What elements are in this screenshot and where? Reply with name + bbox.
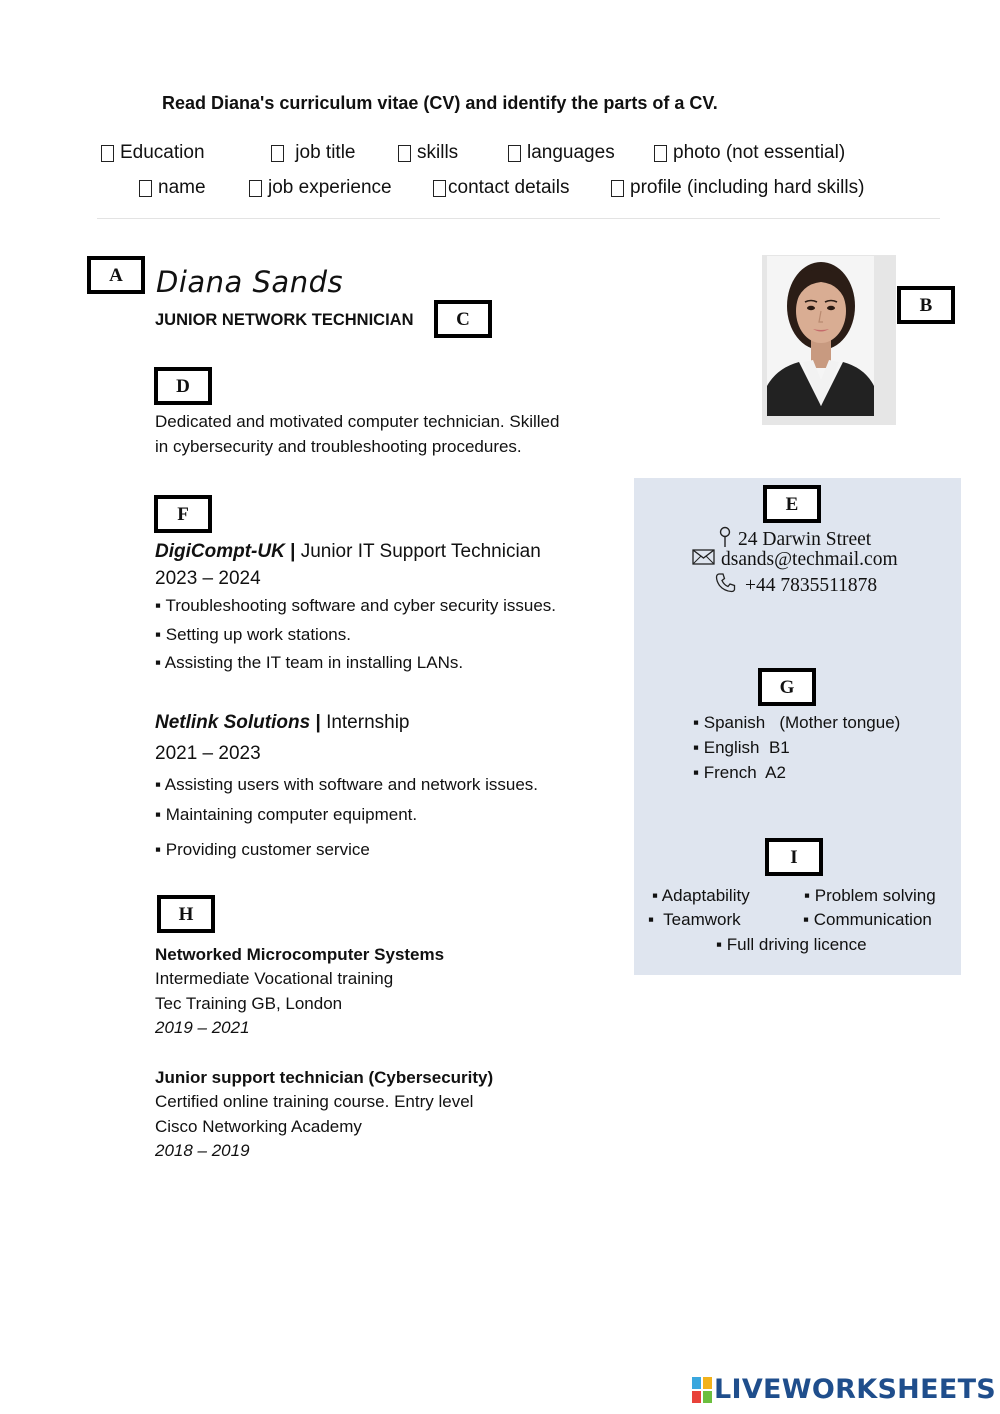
- checkbox[interactable]: [249, 180, 262, 197]
- answer-box-b[interactable]: B: [897, 286, 955, 324]
- checkbox[interactable]: [611, 180, 624, 197]
- answer-box-g[interactable]: G: [758, 668, 816, 706]
- option-label: languages: [527, 142, 615, 163]
- option-photo[interactable]: [654, 142, 845, 164]
- option-languages[interactable]: [508, 142, 615, 164]
- option-skills[interactable]: [398, 142, 458, 164]
- education-institution: Tec Training GB, London: [155, 994, 343, 1013]
- option-label: Education: [120, 142, 205, 163]
- skill-item: ▪ Teamwork: [648, 910, 741, 929]
- phone-icon: [715, 572, 736, 599]
- envelope-icon: [692, 549, 715, 571]
- option-label: profile (including hard skills): [630, 177, 865, 198]
- checkbox[interactable]: [398, 145, 411, 162]
- answer-box-f[interactable]: F: [154, 495, 212, 533]
- profile-photo: [767, 256, 874, 416]
- education-title: Junior support technician (Cybersecurity): [155, 1068, 494, 1087]
- experience-company: Netlink Solutions: [155, 712, 311, 733]
- experience-bullet: ▪ Maintaining computer equipment.: [155, 805, 418, 824]
- answer-box-h[interactable]: H: [157, 895, 215, 933]
- cv-name: Diana Sands: [156, 265, 344, 299]
- answer-box-a[interactable]: A: [87, 256, 145, 294]
- option-job-title[interactable]: [271, 142, 355, 164]
- checkbox[interactable]: [139, 180, 152, 197]
- education-detail: Certified online training course. Entry level: [155, 1092, 474, 1111]
- option-label: skills: [417, 142, 459, 163]
- education-detail: Intermediate Vocational training: [155, 969, 394, 988]
- education-title: Networked Microcomputer Systems: [155, 945, 445, 964]
- experience-bullet: ▪ Setting up work stations.: [155, 625, 351, 644]
- option-name[interactable]: [139, 177, 206, 199]
- option-label: photo (not essential): [673, 142, 846, 163]
- checkbox[interactable]: [271, 145, 284, 162]
- answer-box-c[interactable]: C: [434, 300, 492, 338]
- contact-email-text: dsands@techmail.com: [721, 549, 898, 570]
- language-item: ▪ Spanish (Mother tongue): [693, 713, 901, 732]
- separator: |: [310, 712, 327, 733]
- education-dates: 2018 – 2019: [155, 1141, 250, 1160]
- divider: [97, 218, 940, 219]
- checkbox[interactable]: [433, 180, 446, 197]
- answer-box-e[interactable]: E: [763, 485, 821, 523]
- skill-item: ▪ Problem solving: [804, 886, 936, 905]
- option-education[interactable]: [101, 142, 205, 164]
- answer-box-d[interactable]: D: [154, 367, 212, 405]
- experience-bullet: ▪ Providing customer service: [155, 840, 370, 859]
- contact-phone: [715, 572, 877, 599]
- skill-item: ▪ Adaptability: [652, 886, 750, 905]
- answer-box-i[interactable]: I: [765, 838, 823, 876]
- separator: |: [284, 541, 301, 562]
- language-item: ▪ French A2: [693, 763, 786, 782]
- education-dates: 2019 – 2021: [155, 1018, 250, 1037]
- checkbox[interactable]: [508, 145, 521, 162]
- language-item: ▪ English B1: [693, 738, 790, 757]
- experience-dates: 2023 – 2024: [155, 568, 261, 589]
- option-label: name: [158, 177, 206, 198]
- contact-address-text: 24 Darwin Street: [738, 529, 872, 550]
- option-label: contact details: [448, 177, 570, 198]
- cv-profile-line-2: in cybersecurity and troubleshooting procedures.: [155, 437, 522, 456]
- liveworksheets-logo[interactable]: [692, 1374, 996, 1405]
- checkbox[interactable]: [654, 145, 667, 162]
- cv-profile-line-1: Dedicated and motivated computer technician. Skilled: [155, 412, 560, 431]
- experience-dates: 2021 – 2023: [155, 743, 261, 764]
- experience-role: Internship: [326, 712, 410, 733]
- experience-heading: [155, 541, 541, 563]
- contact-email: [692, 549, 898, 571]
- liveworksheets-logo-mark: [692, 1377, 712, 1403]
- checkbox[interactable]: [101, 145, 114, 162]
- option-job-experience[interactable]: [249, 177, 392, 199]
- education-institution: Cisco Networking Academy: [155, 1117, 362, 1136]
- experience-bullet: ▪ Assisting users with software and network issues.: [155, 775, 539, 794]
- liveworksheets-logo-text: LIVEWORKSHEETS: [714, 1374, 997, 1405]
- experience-role: Junior IT Support Technician: [300, 541, 541, 562]
- experience-bullet: ▪ Assisting the IT team in installing LANs.: [155, 653, 464, 672]
- option-contact-details[interactable]: [433, 177, 569, 199]
- option-label: job experience: [268, 177, 392, 198]
- skill-item: ▪ Communication: [803, 910, 932, 929]
- experience-heading: [155, 712, 410, 734]
- instruction-heading: Read Diana's curriculum vitae (CV) and identify the parts of a CV.: [162, 93, 718, 113]
- cv-job-title: JUNIOR NETWORK TECHNICIAN: [155, 311, 414, 329]
- experience-company: DigiCompt-UK: [155, 541, 285, 562]
- experience-bullet: ▪ Troubleshooting software and cyber security issues.: [155, 596, 557, 615]
- contact-phone-text: +44 7835511878: [745, 574, 878, 596]
- skill-item: ▪ Full driving licence: [716, 935, 867, 954]
- option-label: job title: [290, 142, 356, 163]
- option-profile[interactable]: [611, 177, 864, 199]
